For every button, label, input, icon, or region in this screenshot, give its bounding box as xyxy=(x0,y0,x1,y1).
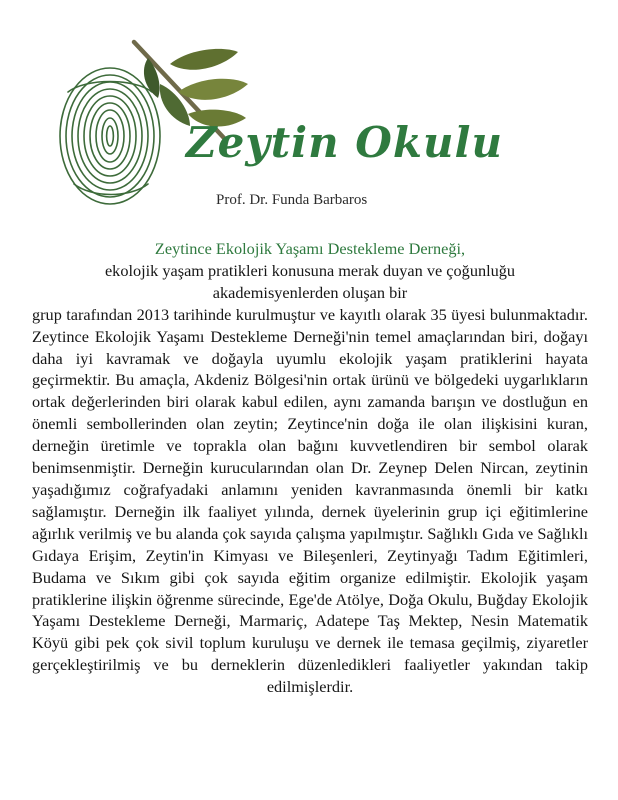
document-header xyxy=(0,0,618,228)
fingerprint-icon xyxy=(60,68,160,204)
main-paragraph: grup tarafından 2013 tarihinde kurulmuştur ve kayıtlı olarak 35 üyesi bulunmaktadır. Zeytince Ekolojik Yaşamı Destekleme Derneği'nin temel amaçlarından biri, doğayı daha iyi kavramak ve doğayla uyumlu ekolojik yaşam pratiklerini hayata geçirmektir. Bu amaçla, Akdeniz Bölgesi'nin ortak ürünü ve bölgedeki uygarlıkların ortak değerlerinden biri olarak kabul edilen, aynı zamanda barışın ve dostluğun en önemli sembollerinden olan zeytin; Zeytince'nin doğa ile olan ilişkisini kuran, derneğin üretimle ve toprakla olan bağını kuvvetlendiren bir sembol olarak benimsenmiştir. Derneğin kurucularından olan Dr. Zeynep Delen Nircan, zeytinin yaşadığımız coğrafyadaki anlamını yeniden kavranmasında önemli bir katkı sağlamıştır. Derneğin ilk faaliyet yılında, dernek üyelerinin grup içi eğitimlerine ağırlık verilmiş ve bu alanda çok sayıda çalışma yapılmıştır. Sağlıklı Gıda ve Sağlıklı Gıdaya Erişim, Zeytin'in Kimyası ve Bileşenleri, Zeytinyağı Tadım Eğitimleri, Budama ve Sıkım gibi çok sayıda eğitim organize edilmiştir. Ekolojik yaşam pratiklerine ilişkin öğrenme sürecinde, Ege'de Atölye, Doğa Okulu, Buğday Ekolojik Yaşamı Destekleme Derneği, Marmariç, Adatepe Taş Mektep, Nesin Matematik Köyü gibi pek çok sivil toplum kuruluşu ve dernek ile temasa geçilmiş, ziyaretler gerçekleştirilmiş ve bu derneklerin düzenledikleri faaliyetler yakından takip edilmişlerdir. xyxy=(32,304,588,697)
intro-line-3: akademisyenlerden oluşan bir xyxy=(212,282,408,302)
association-name: Zeytince Ekolojik Yaşamı Destekleme Derneği, xyxy=(154,239,466,258)
document-body xyxy=(32,238,588,698)
intro-line-2: ekolojik yaşam pratikleri konusuna merak duyan ve çoğunluğu xyxy=(104,260,516,280)
author-name: Prof. Dr. Funda Barbaros xyxy=(216,192,368,208)
page-title: Zeytin Okulu xyxy=(186,118,504,167)
intro-block xyxy=(32,238,588,304)
